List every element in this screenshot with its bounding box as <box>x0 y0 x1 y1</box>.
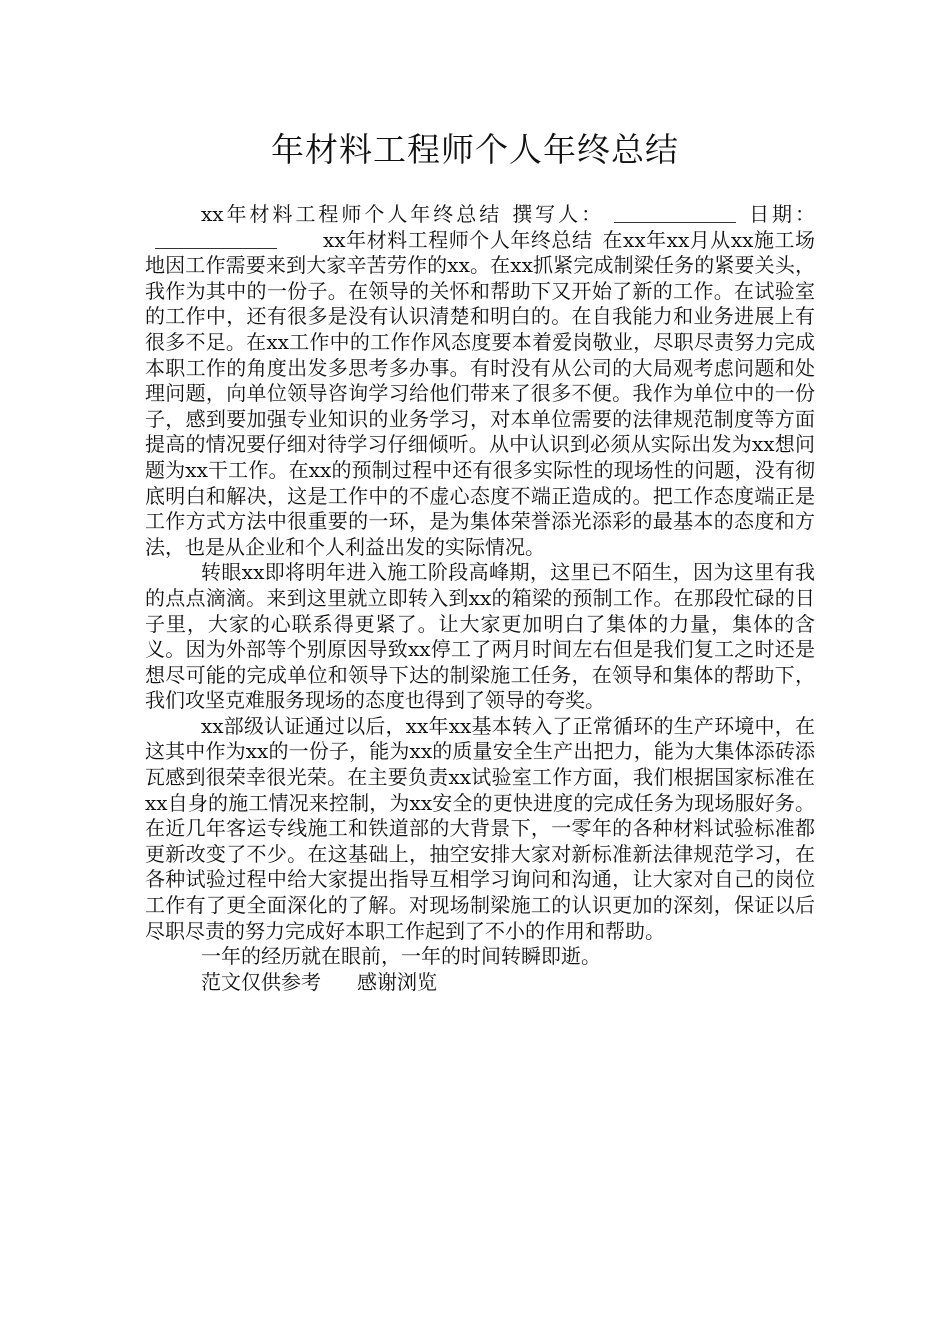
doc-name-text: xx年材料工程师个人年终总结 <box>201 202 503 226</box>
header-paragraph <box>145 202 815 560</box>
paragraph-3: xx部级认证通过以后，xx年xx基本转入了正常循环的生产环境中，在这其中作为xx的一份子，能为xx的质量安全生产出把力，能为大集体添砖添瓦感到很荣幸很光荣。在主要负责xx试验室工作方面，我们根据国家标准在xx自身的施工情况来控制，为xx安全的更快进度的完成任务为现场服好务。在近几年客运专线施工和铁道部的大背景下，一零年的各种材料试验标准都更新改变了不少。在这基础上，抽空安排大家对新标准新法律规范学习，在各种试验过程中给大家提出指导互相学习询问和沟通，让大家对自己的岗位工作有了更全面深化的了解。对现场制梁施工的认识更加的深刻，保证以后尽职尽责的努力完成好本职工作起到了不小的作用和帮助。 <box>145 713 815 943</box>
document-title: 年材料工程师个人年终总结 <box>271 130 679 169</box>
repeat-title-text: xx年材料工程师个人年终总结 <box>323 227 593 252</box>
author-label: 撰写人： <box>512 202 605 226</box>
date-blank-line <box>155 230 277 249</box>
paragraph-2: 转眼xx即将明年进入施工阶段高峰期，这里已不陌生，因为这里有我的点点滴滴。来到这里就立即转入到xx的箱梁的预制工作。在那段忙碌的日子里，大家的心联系得更紧了。让大家更加明白了集体的力量，集体的含义。因为外部等个别原因导致xx停工了两月时间左右但是我们复工之时还是想尽可能的完成单位和领导下达的制梁施工任务，在领导和集体的帮助下，我们攻坚克难服务现场的态度也得到了领导的夸奖。 <box>145 560 815 713</box>
footer-right-text: 感谢浏览 <box>357 969 437 994</box>
date-label: 日期： <box>746 202 816 226</box>
author-blank-line <box>614 204 736 223</box>
footer-note <box>145 970 815 996</box>
paragraph-4: 一年的经历就在眼前，一年的时间转瞬即逝。 <box>201 944 601 969</box>
document-body <box>145 202 815 995</box>
footer-left-text: 范文仅供参考 <box>201 969 321 994</box>
paragraph-1-text: 在xx年xx月从xx施工场地因工作需要来到大家辛苦劳作的xx。在xx抓紧完成制梁任务的紧要关头，我作为其中的一份子。在领导的关怀和帮助下又开始了新的工作。在试验室的工作中，还有很多是没有认识清楚和明白的。在自我能力和业务进展上有很多不足。在xx工作中的工作作风态度要本着爱岗敬业，尽职尽责努力完成本职工作的角度出发多思考多办事。有时没有从公司的大局观考虑问题和处理问题，向单位领导咨询学习给他们带来了很多不便。我作为单位中的一份子，感到要加强专业知识的业务学习，对本单位需要的法律规范制度等方面提高的情况要仔细对待学习仔细倾听。从中认识到必须从实际出发为xx想问题为xx干工作。在xx的预制过程中还有很多实际性的现场性的问题，没有彻底明白和解决，这是工作中的不虚心态度不端正造成的。把工作态度端正是工作方式方法中很重要的一环，是为集体荣誉添光添彩的最基本的态度和方法，也是从企业和个人利益出发的实际情况。 <box>145 227 815 559</box>
